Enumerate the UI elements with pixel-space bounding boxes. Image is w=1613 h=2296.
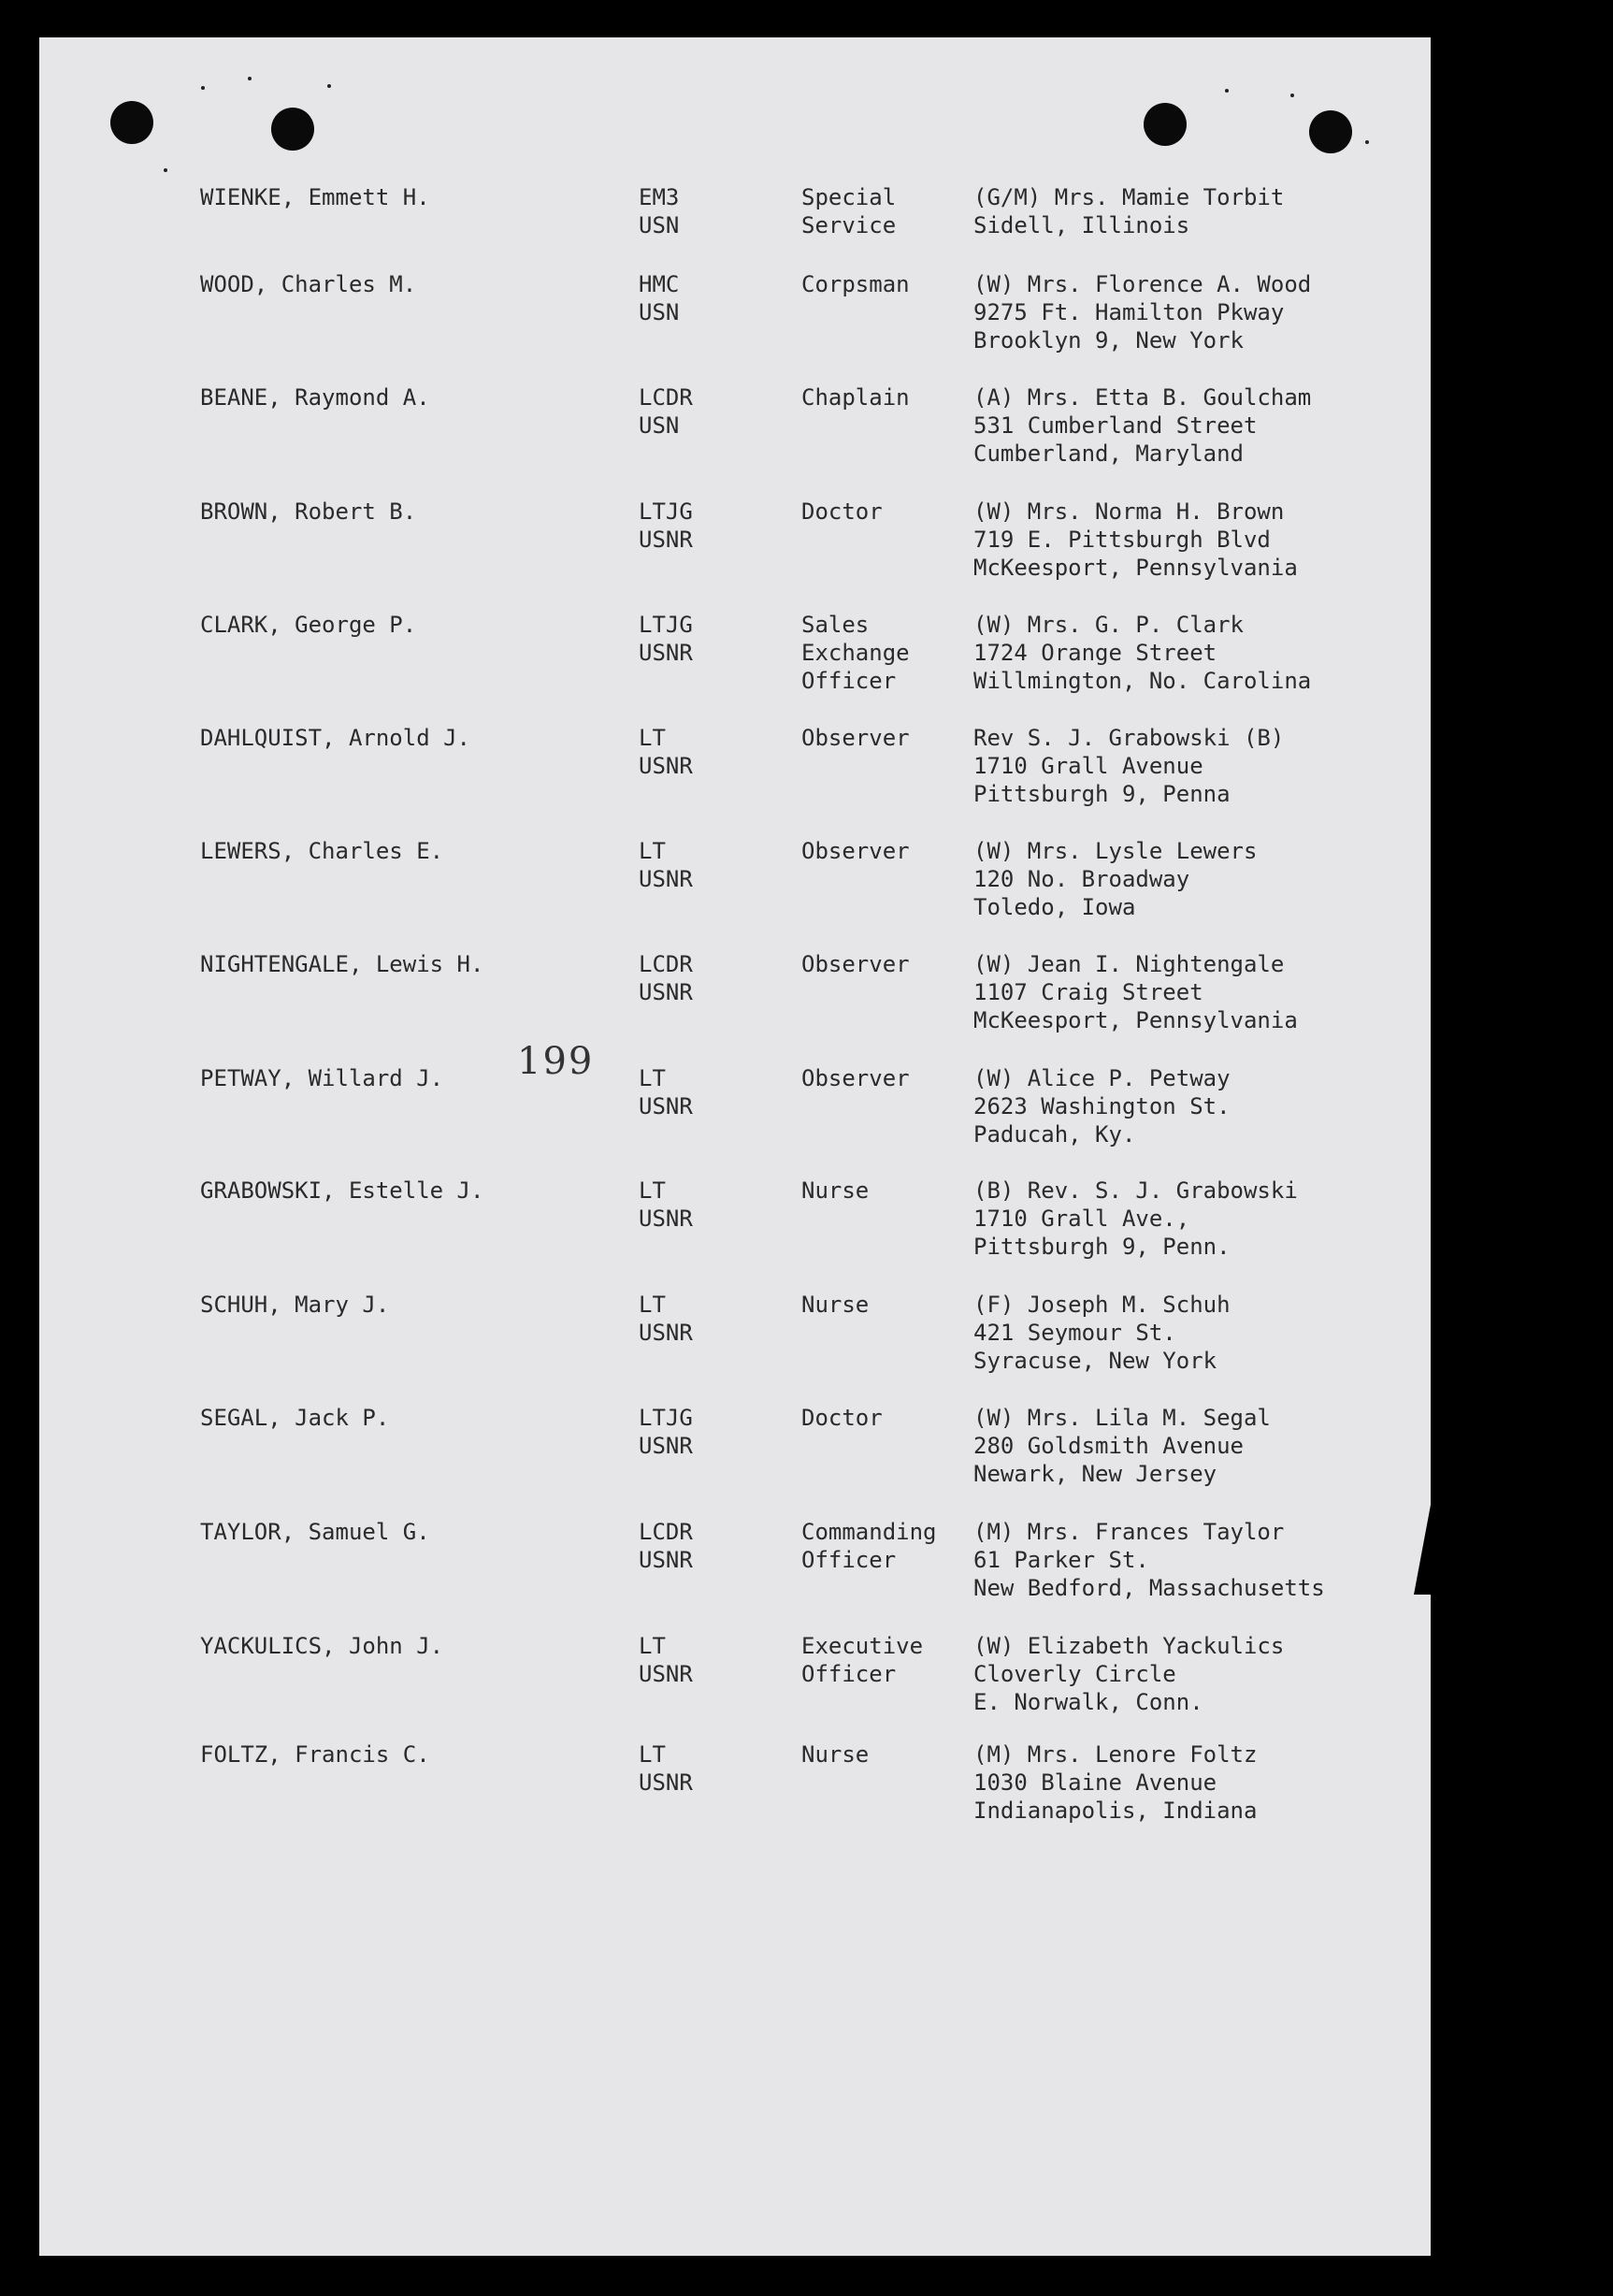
next-of-kin-address-line: 531 Cumberland Street	[973, 412, 1258, 439]
service-rank	[639, 1740, 693, 1797]
service-rank	[639, 1632, 693, 1688]
person-name: FOLTZ, Francis C.	[200, 1741, 430, 1768]
service-rank-line: USNR	[639, 640, 693, 666]
roster-entry	[0, 1404, 1613, 1507]
service-rank	[639, 1177, 693, 1233]
next-of-kin-address-line: (W) Jean I. Nightengale	[973, 951, 1285, 977]
next-of-kin-address-line: Paducah, Ky.	[973, 1121, 1136, 1148]
next-of-kin-address-line: Pittsburgh 9, Penna	[973, 781, 1231, 807]
roster-entry	[0, 1740, 1613, 1843]
service-rank-line: LCDR	[639, 384, 693, 411]
duty-title-line: Chaplain	[801, 384, 910, 411]
next-of-kin-address	[973, 611, 1311, 695]
duty-title	[801, 270, 910, 298]
duty-title	[801, 1064, 910, 1092]
next-of-kin-address-line: 1710 Grall Ave.,	[973, 1206, 1190, 1232]
next-of-kin-address-line: Willmington, No. Carolina	[973, 668, 1312, 694]
next-of-kin-address-line: Indianapolis, Indiana	[973, 1798, 1258, 1824]
service-rank-line: LT	[639, 1741, 666, 1768]
service-rank-line: USNR	[639, 1769, 693, 1796]
next-of-kin-address-line: McKeesport, Pennsylvania	[973, 555, 1298, 581]
next-of-kin-address-line: (W) Alice P. Petway	[973, 1065, 1231, 1091]
roster-entry	[0, 837, 1613, 940]
service-rank	[639, 950, 693, 1006]
service-rank-line: LTJG	[639, 1405, 693, 1431]
service-rank	[639, 611, 693, 667]
duty-title	[801, 837, 910, 865]
roster-entry	[0, 724, 1613, 827]
next-of-kin-address-line: New Bedford, Massachusetts	[973, 1575, 1325, 1601]
duty-title-line: Observer	[801, 725, 910, 751]
duty-title-line: Exchange	[801, 640, 910, 666]
next-of-kin-address	[973, 1518, 1325, 1602]
service-rank-line: USNR	[639, 1433, 693, 1459]
duty-title-line: Officer	[801, 668, 897, 694]
speck	[164, 168, 167, 172]
punch-hole-right	[1144, 103, 1187, 146]
duty-title-line: Sales	[801, 612, 870, 638]
service-rank	[639, 1518, 693, 1574]
person-name: PETWAY, Willard J.	[200, 1065, 444, 1091]
service-rank-line: USN	[639, 299, 680, 325]
next-of-kin-address-line: Brooklyn 9, New York	[973, 327, 1244, 354]
speck	[1225, 89, 1229, 93]
duty-title-line: Observer	[801, 838, 910, 864]
speck	[1290, 94, 1294, 97]
next-of-kin-address-line: 120 No. Broadway	[973, 866, 1190, 892]
next-of-kin-address-line: 1107 Craig Street	[973, 979, 1203, 1005]
service-rank-line: LT	[639, 838, 666, 864]
next-of-kin-address	[973, 837, 1257, 921]
person-name: GRABOWSKI, Estelle J.	[200, 1177, 484, 1204]
service-rank-line: USNR	[639, 1547, 693, 1573]
next-of-kin-address	[973, 383, 1311, 468]
person-name: TAYLOR, Samuel G.	[200, 1519, 430, 1545]
next-of-kin-address-line: (G/M) Mrs. Mamie Torbit	[973, 184, 1285, 210]
service-rank-line: USN	[639, 412, 680, 439]
service-rank-line: LT	[639, 725, 666, 751]
next-of-kin-address-line: 9275 Ft. Hamilton Pkway	[973, 299, 1285, 325]
service-rank-line: USNR	[639, 979, 693, 1005]
duty-title-line: Doctor	[801, 1405, 883, 1431]
next-of-kin-address-line: (W) Mrs. Norma H. Brown	[973, 498, 1285, 525]
next-of-kin-address-line: Pittsburgh 9, Penn.	[973, 1234, 1231, 1260]
next-of-kin-address	[973, 1740, 1257, 1825]
next-of-kin-address-line: 1710 Grall Avenue	[973, 753, 1203, 779]
next-of-kin-address-line: (M) Mrs. Frances Taylor	[973, 1519, 1285, 1545]
roster-entry	[0, 611, 1613, 714]
duty-title-line: Observer	[801, 1065, 910, 1091]
service-rank-line: LCDR	[639, 1519, 693, 1545]
roster-entry	[0, 383, 1613, 486]
roster-entry	[0, 1291, 1613, 1393]
next-of-kin-address-line: (W) Mrs. Lysle Lewers	[973, 838, 1258, 864]
service-rank-line: LTJG	[639, 498, 693, 525]
next-of-kin-address-line: E. Norwalk, Conn.	[973, 1689, 1203, 1715]
person-name: SCHUH, Mary J.	[200, 1292, 390, 1318]
person-name: BEANE, Raymond A.	[200, 384, 430, 411]
service-rank-line: EM3	[639, 184, 680, 210]
next-of-kin-address	[973, 1291, 1231, 1375]
service-rank-line: USNR	[639, 1320, 693, 1346]
speck	[1365, 140, 1369, 144]
roster-entry	[0, 1064, 1613, 1167]
next-of-kin-address	[973, 1632, 1284, 1716]
service-rank-line: LCDR	[639, 951, 693, 977]
punch-hole-left	[110, 101, 153, 144]
next-of-kin-address	[973, 498, 1298, 582]
service-rank-line: LT	[639, 1292, 666, 1318]
person-name: WIENKE, Emmett H.	[200, 184, 430, 210]
next-of-kin-address-line: 61 Parker St.	[973, 1547, 1149, 1573]
duty-title-line: Corpsman	[801, 271, 910, 297]
duty-title-line: Nurse	[801, 1292, 870, 1318]
duty-title	[801, 1740, 869, 1769]
roster-entry	[0, 950, 1613, 1053]
roster-entry	[0, 1632, 1613, 1735]
service-rank	[639, 183, 679, 239]
person-name: BROWN, Robert B.	[200, 498, 417, 525]
next-of-kin-address-line: (B) Rev. S. J. Grabowski	[973, 1177, 1298, 1204]
service-rank	[639, 498, 693, 554]
person-name: SEGAL, Jack P.	[200, 1405, 390, 1431]
next-of-kin-address-line: Rev S. J. Grabowski (B)	[973, 725, 1285, 751]
next-of-kin-address	[973, 270, 1311, 354]
service-rank-line: LT	[639, 1633, 666, 1659]
service-rank	[639, 724, 693, 780]
next-of-kin-address-line: (M) Mrs. Lenore Foltz	[973, 1741, 1258, 1768]
duty-title-line: Officer	[801, 1661, 897, 1687]
next-of-kin-address-line: 280 Goldsmith Avenue	[973, 1433, 1244, 1459]
duty-title	[801, 498, 883, 526]
speck	[248, 77, 252, 80]
duty-title-line: Executive	[801, 1633, 924, 1659]
duty-title-line: Nurse	[801, 1741, 870, 1768]
next-of-kin-address-line: Sidell, Illinois	[973, 212, 1190, 238]
next-of-kin-address-line: 1030 Blaine Avenue	[973, 1769, 1217, 1796]
roster-entry	[0, 498, 1613, 600]
person-name: NIGHTENGALE, Lewis H.	[200, 951, 484, 977]
punch-hole-left-2	[271, 108, 314, 151]
duty-title-line: Observer	[801, 951, 910, 977]
service-rank-line: USN	[639, 212, 680, 238]
duty-title-line: Doctor	[801, 498, 883, 525]
roster-entry	[0, 1518, 1613, 1621]
roster-entry	[0, 1177, 1613, 1279]
duty-title-line: Commanding	[801, 1519, 937, 1545]
next-of-kin-address-line: Newark, New Jersey	[973, 1461, 1217, 1487]
service-rank-line: LT	[639, 1177, 666, 1204]
next-of-kin-address-line: (W) Mrs. G. P. Clark	[973, 612, 1244, 638]
person-name: YACKULICS, John J.	[200, 1633, 444, 1659]
duty-title	[801, 383, 910, 412]
service-rank	[639, 1404, 693, 1460]
next-of-kin-address-line: Syracuse, New York	[973, 1348, 1217, 1374]
person-name: WOOD, Charles M.	[200, 271, 417, 297]
next-of-kin-address-line: 719 E. Pittsburgh Blvd	[973, 527, 1271, 553]
service-rank	[639, 837, 693, 893]
duty-title	[801, 950, 910, 978]
next-of-kin-address-line: 421 Seymour St.	[973, 1320, 1176, 1346]
next-of-kin-address	[973, 1064, 1231, 1148]
service-rank	[639, 1064, 693, 1120]
punch-hole-right-2	[1309, 110, 1352, 153]
person-name: DAHLQUIST, Arnold J.	[200, 725, 470, 751]
next-of-kin-address-line: (W) Elizabeth Yackulics	[973, 1633, 1285, 1659]
service-rank-line: USNR	[639, 1093, 693, 1119]
duty-title	[801, 1632, 923, 1688]
service-rank-line: USNR	[639, 527, 693, 553]
duty-title-line: Nurse	[801, 1177, 870, 1204]
service-rank-line: LT	[639, 1065, 666, 1091]
next-of-kin-address-line: (F) Joseph M. Schuh	[973, 1292, 1231, 1318]
next-of-kin-address-line: 1724 Orange Street	[973, 640, 1217, 666]
speck	[201, 86, 205, 90]
service-rank-line: USNR	[639, 1206, 693, 1232]
next-of-kin-address	[973, 1404, 1271, 1488]
page-number: 199	[517, 1040, 595, 1083]
duty-title	[801, 1177, 869, 1205]
next-of-kin-address-line: (W) Mrs. Lila M. Segal	[973, 1405, 1271, 1431]
duty-title	[801, 1404, 883, 1432]
duty-title-line: Special	[801, 184, 897, 210]
service-rank-line: USNR	[639, 866, 693, 892]
service-rank	[639, 1291, 693, 1347]
next-of-kin-address	[973, 950, 1298, 1034]
duty-title	[801, 1291, 869, 1319]
roster-entry	[0, 270, 1613, 373]
service-rank	[639, 383, 693, 440]
service-rank-line: USNR	[639, 753, 693, 779]
next-of-kin-address-line: Toledo, Iowa	[973, 894, 1136, 920]
next-of-kin-address	[973, 724, 1284, 808]
service-rank-line: USNR	[639, 1661, 693, 1687]
next-of-kin-address	[973, 1177, 1298, 1261]
speck	[327, 84, 331, 88]
service-rank-line: LTJG	[639, 612, 693, 638]
duty-title	[801, 1518, 937, 1574]
next-of-kin-address-line: 2623 Washington St.	[973, 1093, 1231, 1119]
person-name: LEWERS, Charles E.	[200, 838, 444, 864]
duty-title-line: Officer	[801, 1547, 897, 1573]
next-of-kin-address-line: (W) Mrs. Florence A. Wood	[973, 271, 1312, 297]
service-rank-line: HMC	[639, 271, 680, 297]
duty-title	[801, 724, 910, 752]
next-of-kin-address-line: (A) Mrs. Etta B. Goulcham	[973, 384, 1312, 411]
duty-title	[801, 611, 910, 695]
next-of-kin-address-line: Cumberland, Maryland	[973, 440, 1244, 467]
next-of-kin-address-line: McKeesport, Pennsylvania	[973, 1007, 1298, 1033]
service-rank	[639, 270, 679, 326]
next-of-kin-address	[973, 183, 1284, 239]
next-of-kin-address-line: Cloverly Circle	[973, 1661, 1176, 1687]
person-name: CLARK, George P.	[200, 612, 417, 638]
duty-title	[801, 183, 896, 239]
duty-title-line: Service	[801, 212, 897, 238]
